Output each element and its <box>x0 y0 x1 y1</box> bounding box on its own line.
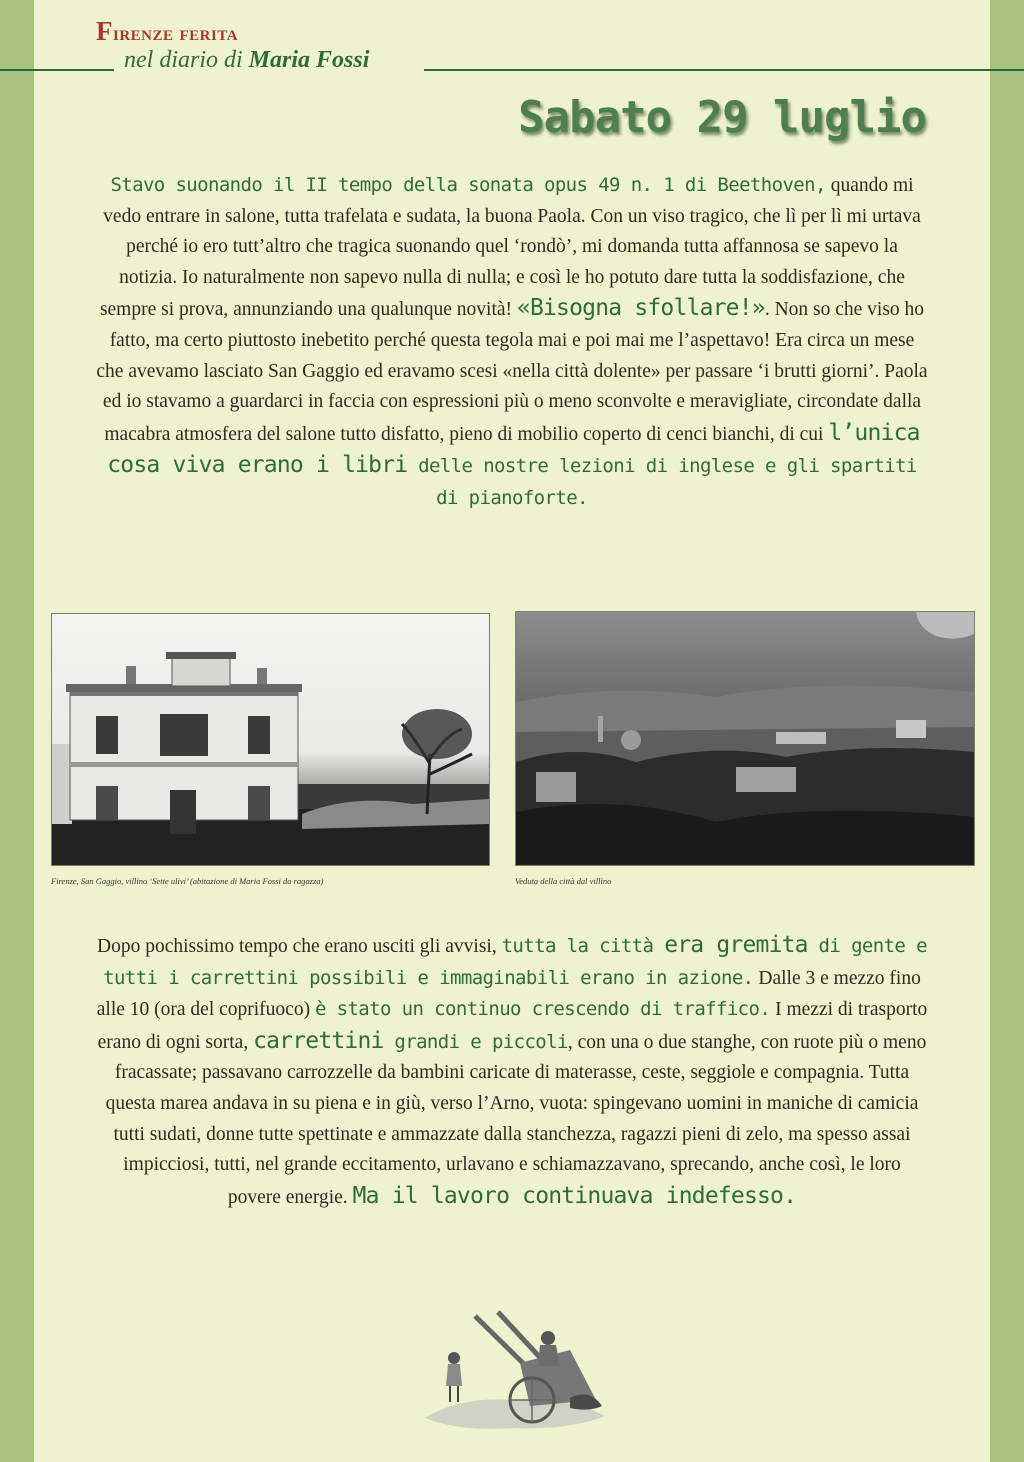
city-view-photo-illustration <box>516 612 974 865</box>
photo-caption-veduta: Veduta della città dal villino <box>515 876 612 886</box>
paragraph1-opening-highlight: Stavo suonando il II tempo della sonata opus 49 n. 1 di Beethoven, <box>110 174 826 196</box>
paragraph2-text-a: Dopo pochissimo tempo che erano usciti gli avvisi, <box>97 936 502 957</box>
highlight-unica-cosa-viva: l’unica cosa viva erano i libri <box>107 419 920 479</box>
cart-children-vignette <box>420 1308 610 1433</box>
highlight-grandi-e-piccoli: grandi e piccoli <box>383 1030 568 1053</box>
highlight-carrettini-in-azione: di gente e tutti i carrettini possibili e immaginabili erano in azione. <box>103 935 927 989</box>
quote-bisogna-sfollare: «Bisogna sfollare!» <box>516 295 765 322</box>
photo-city-view <box>515 611 975 866</box>
highlight-lavoro-indefesso: Ma il lavoro continuava indefesso. <box>352 1182 797 1209</box>
series-title <box>96 16 238 47</box>
highlight-carrettini: carrettini <box>253 1027 384 1054</box>
header-rule-right <box>424 69 1024 71</box>
right-border-band <box>990 0 1024 1462</box>
paragraph2-text-d: , con una o due stanghe, con ruote più o meno fracassate; passavano carrozzelle da bambini caricate di materasse, ceste, seggiole e compagnia. Tutta questa marea andava in su piena e in giù, verso l’Arno, vuota: spingevano uomini in maniche di camicia tutti sudati, donne tutte spettinate e ammazzate dalla stanchezza, ragazzi pieni di zelo, ma spesso assai impicciosi, tutti, nel grande eccitamento, urlavano e schiamazzavano, sprecando, anche così, le loro povere energie. <box>105 1031 927 1208</box>
series-subtitle <box>124 47 369 74</box>
left-border-band <box>0 0 34 1462</box>
subtitle-author: Maria Fossi <box>248 47 370 73</box>
paragraph1-text-a: quando mi vedo entrare in salone, tutta trafelata e sudata, la buona Paola. Con un viso tragico, che lì per lì mi urtava perché io ero tutt’altro che tragica suonando quel ‘rondò’, mi domanda tutta affannosa se sapevo la notizia. Io naturalmente non sapevo nulla di nulla; e così le ho potuto dare tutta la soddisfazione, che sempre si prova, annunziando una qualunque novità! <box>99 175 921 321</box>
series-title-rest: irenze ferita <box>113 20 239 45</box>
highlight-lezioni-spartiti: delle nostre lezioni di inglese e gli spartiti di pianoforte. <box>407 455 917 509</box>
paragraph2-text-c: I mezzi di trasporto erano di ogni sorta, <box>97 999 928 1053</box>
photo-caption-villino: Firenze, San Gaggio, villino ‘Sette ulivi’ (abitazione di Maria Fossi da ragazza) <box>51 876 324 886</box>
diary-date-title: Sabato 29 luglio <box>518 92 926 143</box>
series-title-initial: F <box>96 16 113 46</box>
photo-villino-sette-ulivi <box>51 613 490 866</box>
highlight-tutta-la-citta: tutta la città <box>501 935 665 957</box>
paragraph1-text-b: . Non so che viso ho fatto, ma certo piuttosto inebetito perché questa tegola mai e poi mai me l’aspettavo! Era circa un mese che avevamo lasciato San Gaggio ed eravamo scesi «nella città dolente» per passare ‘i brutti giorni’. Paola ed io stavamo a guardarci in faccia con espressioni più o meno sconvolte e meravigliate, circondate dalla macabra atmosfera del salone tutto disfatto, pieno di mobilio coperto di cenci bianchi, di cui <box>96 299 928 445</box>
villa-photo-illustration <box>52 614 489 865</box>
diary-paragraph-2 <box>96 930 928 1213</box>
subtitle-prefix: nel diario di <box>124 47 243 73</box>
paragraph2-text-b: Dalle 3 e mezzo fino alle 10 (ora del coprifuoco) <box>96 967 921 1021</box>
highlight-crescendo-traffico: è stato un continuo crescendo di traffico. <box>314 998 771 1021</box>
header-rule-left <box>0 69 114 71</box>
highlight-era-gremita: era gremita <box>664 932 808 958</box>
diary-paragraph-1 <box>96 170 928 515</box>
